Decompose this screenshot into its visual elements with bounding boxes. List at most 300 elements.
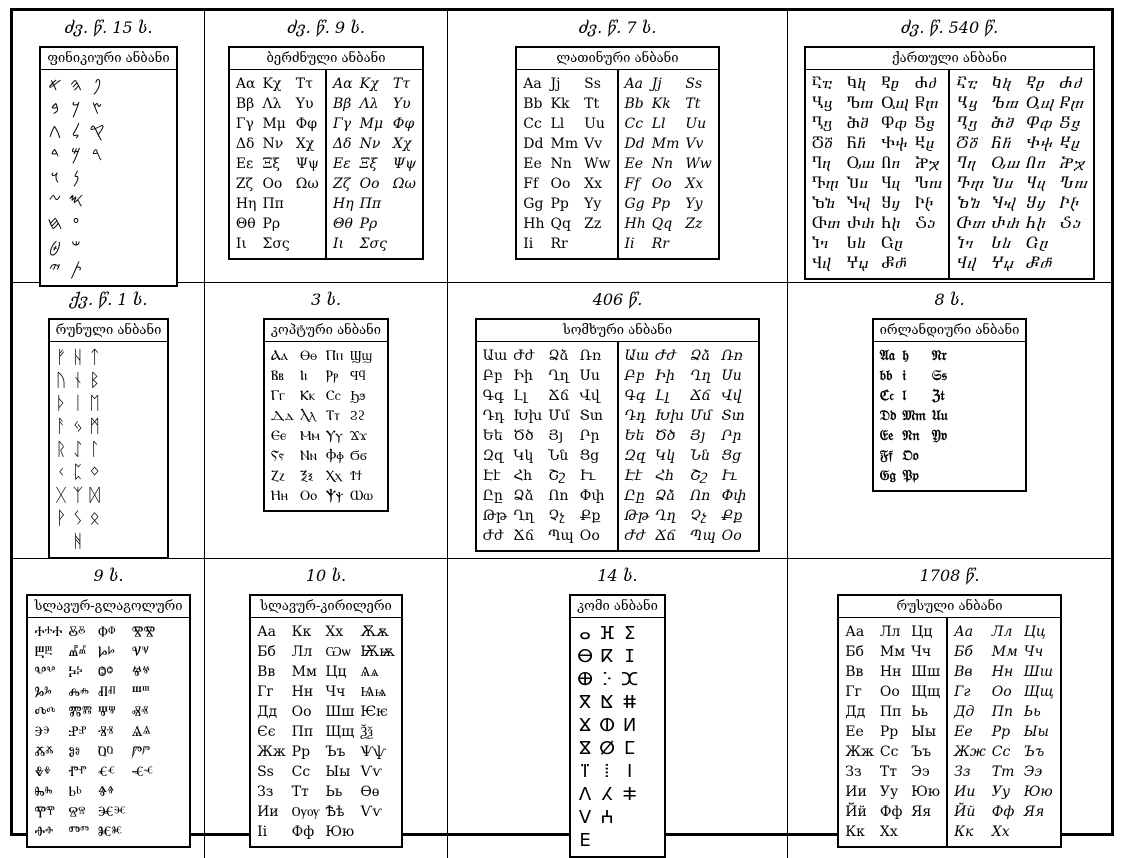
alphabet-cell: [788, 559, 1111, 858]
letter-glyph: Єє: [257, 724, 276, 740]
letter-glyph: Ππ: [359, 196, 382, 212]
letter-glyph: Kk: [651, 96, 671, 112]
letter-glyph: Ѣѣ: [325, 804, 345, 820]
letter-glyph: Жж: [954, 744, 986, 760]
letter-glyph: Ⲕⲕ: [300, 388, 316, 404]
letter-glyph: Րր: [579, 428, 600, 444]
letter-glyph: [56, 530, 67, 553]
alphabet-cell: [448, 283, 788, 559]
letter-glyph: Дд: [954, 704, 975, 720]
letter-glyph: Фф: [291, 824, 315, 840]
letter-glyph: Ⴋⴋ: [991, 116, 1014, 132]
letter-glyph: ⵌ: [622, 692, 637, 713]
letter-glyph: Δδ: [333, 136, 352, 152]
letter-glyph: Ⴢⴢ: [1059, 216, 1081, 232]
letter-glyph: Зз: [954, 764, 971, 780]
letter-glyph: Ξξ: [262, 156, 280, 172]
letter-glyph: Ⱄⱄ: [68, 804, 86, 820]
letter-glyph: Ⴃⴃ: [956, 136, 978, 152]
letter-glyph: Ⴆⴆ: [811, 196, 836, 212]
letter-glyph: ᚹ: [55, 508, 67, 529]
alphabet-chart: [10, 8, 1114, 851]
letter-glyph: ⵊ: [625, 646, 635, 667]
letter-glyph: ᚷ: [55, 485, 67, 506]
letter-glyph: Ⲅⲅ: [270, 388, 286, 404]
letter-glyph: Ոո: [690, 488, 711, 504]
letter-glyph: Վվ: [721, 388, 742, 404]
letter-glyph: Ⴘⴘ: [1025, 196, 1046, 212]
letter-glyph: 𝔄𝔞: [879, 348, 895, 364]
letter-glyph: Ⱐⱐ: [97, 724, 114, 740]
letter-glyph: Зз: [845, 764, 862, 780]
alphabet-box: [48, 318, 170, 559]
letter-glyph: Ղղ: [690, 368, 711, 384]
letter-glyph: 𐤕: [70, 259, 82, 280]
letter-glyph: Ϫϫ: [349, 428, 368, 444]
letter-glyph: ᛒ: [89, 370, 101, 391]
letter-glyph: Шш: [911, 664, 941, 680]
letter-glyph: ᛜ: [89, 462, 101, 483]
letter-glyph: Ⴞⴞ: [1059, 136, 1080, 152]
letter-glyph: Ⴝⴝ: [1059, 116, 1080, 132]
alphabet-cell: [448, 559, 788, 858]
letter-glyph: Ⴍⴍ: [846, 156, 876, 172]
letter-glyph: Քք: [721, 508, 743, 524]
letter-glyph: Ռռ: [579, 348, 602, 364]
letter-glyph: Ⴇⴇ: [956, 216, 986, 232]
italic-letter-grid: [325, 70, 422, 258]
alphabet-box: [39, 46, 177, 287]
letter-glyph: Ⴗⴗ: [881, 176, 901, 192]
letter-glyph: Ѭѭ: [360, 644, 395, 660]
letter-glyph: Мм: [991, 644, 1018, 660]
italic-letter-grid: [946, 618, 1060, 846]
letter-glyph: Ⴌⴌ: [991, 136, 1011, 152]
cell-date: ძვ. წ. 540 წ.: [900, 18, 999, 37]
letter-glyph: Εε: [333, 156, 351, 172]
letter-glyph: ⴰ: [579, 623, 591, 644]
letter-glyph: Ψψ: [295, 156, 319, 172]
letter-glyph: Ⴕⴕ: [1025, 136, 1053, 152]
letter-glyph: Ww: [685, 156, 712, 172]
letter-glyph: Ⱗⱗ: [97, 804, 126, 820]
letter-glyph: Gg: [624, 196, 645, 212]
letter-glyph: Οο: [359, 176, 380, 192]
letter-glyph: Ⰼⰼ: [68, 644, 87, 660]
letter-glyph: Дд: [257, 704, 278, 720]
letter-glyph: Κχ: [262, 76, 282, 92]
letter-glyph: ᛈ: [72, 462, 84, 483]
letter-glyph: [89, 530, 100, 553]
letter-glyph: Бб: [257, 644, 276, 660]
letter-glyph: ⰊⰊ: [131, 624, 156, 640]
letter-glyph: [915, 254, 942, 274]
letter-glyph: Ճճ: [513, 528, 535, 544]
letter-glyph: Ⲡⲡ: [325, 348, 344, 364]
letter-glyph: Уу: [991, 784, 1011, 800]
letter-glyph: Ѫѫ: [360, 624, 389, 640]
letter-glyph: 𐤋: [71, 121, 81, 142]
letter-glyph: Ժժ: [624, 528, 646, 544]
letter-glyph: Ⱈⱈ: [97, 644, 115, 660]
letter-glyph: 𝔥: [902, 348, 909, 364]
letter-glyph: Խխ: [655, 408, 685, 424]
alphabet-title: რუნული ანბანი: [50, 320, 168, 342]
letter-glyph: ⵏ: [626, 761, 633, 782]
letter-glyph: Жж: [257, 744, 286, 760]
letter-glyph: Եե: [482, 428, 503, 444]
letter-glyph: Հհ: [513, 468, 533, 484]
letter-glyph: ⵂ: [604, 761, 610, 782]
letter-glyph: Դդ: [624, 408, 646, 424]
letter-glyph: Лл: [991, 624, 1013, 640]
letter-glyph: Dd: [624, 136, 645, 152]
cell-date: 1708 წ.: [919, 566, 980, 585]
letter-glyph: [621, 829, 638, 852]
letter-glyph: Գգ: [482, 388, 504, 404]
letter-glyph: Ъъ: [325, 744, 346, 760]
letter-glyph: Ζζ: [235, 176, 254, 192]
letter-glyph: Ϩϩ: [349, 408, 366, 424]
letter-glyph: ⴸ: [578, 807, 592, 828]
letter-glyph: Яя: [911, 804, 932, 820]
letter-glyph: Ss: [685, 76, 703, 92]
letter-glyph: Гг: [845, 684, 862, 700]
italic-letter-grid: [948, 70, 1093, 278]
letter-glyph: ᚱ: [55, 439, 67, 460]
letter-glyph: Κχ: [359, 76, 379, 92]
letter-glyph: 𝔦: [902, 368, 906, 384]
letter-glyph: Ⴝⴝ: [914, 116, 935, 132]
letter-glyph: Мм: [291, 664, 317, 680]
letter-glyph: Ⴜⴜ: [914, 96, 939, 112]
letter-glyph: Ⴡⴡ: [914, 196, 934, 212]
letter-glyph: Уу: [879, 784, 899, 800]
letter-glyph: Ⱕⱕ: [131, 764, 154, 780]
letter-glyph: Λλ: [359, 96, 379, 112]
letter-glyph: [89, 189, 104, 212]
letter-glyph: Ѧѧ: [360, 664, 379, 680]
letter-glyph: Ww: [584, 156, 611, 172]
letter-glyph: Oo: [550, 176, 571, 192]
letter-glyph: ᚠ: [55, 347, 67, 368]
letter-glyph: Ⴁⴁ: [811, 96, 833, 112]
letter-glyph: Hh: [624, 216, 646, 232]
letter-glyph: Пп: [991, 704, 1013, 720]
letter-grid: [571, 618, 644, 856]
letter-glyph: Ⴂⴂ: [811, 116, 833, 132]
letter-glyph: Zz: [584, 216, 602, 232]
alphabet-cell: [448, 11, 788, 283]
letter-glyph: Ժժ: [513, 348, 535, 364]
letter-glyph: Mm: [550, 136, 579, 152]
letter-glyph: Кк: [845, 824, 865, 840]
letter-glyph: Մմ: [690, 408, 712, 424]
letter-glyph: Ѯѯ: [360, 724, 373, 740]
letter-glyph: ⴹ: [579, 830, 591, 851]
letter-glyph: Ⴀⴀ: [811, 76, 833, 92]
letter-glyph: Hh: [523, 216, 545, 232]
letter-glyph: Ѡѡ: [325, 644, 351, 660]
letter-glyph: Ⲃⲃ: [270, 368, 284, 384]
letter-glyph: Ⴏⴏ: [846, 196, 871, 212]
letter-glyph: 𐤀: [48, 75, 62, 96]
letter-glyph: Фф: [879, 804, 903, 820]
letter-glyph: Հհ: [655, 468, 675, 484]
letter-glyph: Рр: [879, 724, 899, 740]
letter-glyph: 𐤌: [71, 144, 81, 165]
letter-glyph: Ճճ: [548, 388, 570, 404]
letter-glyph: ᛟ: [89, 508, 101, 529]
letter-glyph: 𝔊𝔤: [879, 468, 896, 484]
letter-glyph: 𐤑: [91, 98, 103, 119]
letter-glyph: Cc: [624, 116, 644, 132]
cell-date: 406 წ.: [592, 290, 643, 309]
letter-glyph: Ⴆⴆ: [956, 196, 980, 212]
cell-date: ქვ. წ. 1 ს.: [69, 290, 148, 309]
letter-glyph: Ⲙⲙ: [300, 428, 320, 444]
letter-glyph: 𐤏: [72, 213, 80, 234]
letter-glyph: Ⴑⴑ: [846, 236, 866, 252]
letter-glyph: Ⴎⴎ: [846, 176, 869, 192]
letter-glyph: Ⲗⲗ: [300, 408, 316, 424]
letter-grid: [41, 70, 110, 285]
letter-glyph: ⴼ: [599, 623, 615, 644]
letter-glyph: ⴵ: [579, 738, 591, 759]
alphabet-box: [228, 46, 424, 260]
letter-glyph: Ⲉⲉ: [270, 428, 287, 444]
letter-glyph: Ⱁⱁ: [68, 744, 80, 760]
letter-glyph: Ⲟⲟ: [300, 488, 317, 504]
letter-glyph: [932, 446, 948, 466]
alphabet-title: კოპტური ანბანი: [265, 320, 387, 342]
letter-glyph: Μμ: [262, 116, 286, 132]
letter-glyph: Цц: [325, 664, 347, 680]
alphabet-title: ლათინური ანბანი: [517, 48, 717, 70]
letter-glyph: Аа: [257, 624, 277, 640]
letter-glyph: Аа: [845, 624, 865, 640]
letter-glyph: Ⴛⴛ: [914, 76, 937, 92]
letter-glyph: Ⴛⴛ: [1059, 76, 1082, 92]
letter-glyph: Ււ: [579, 468, 596, 484]
letter-glyph: Тт: [879, 764, 897, 780]
alphabet-title: ირლანდიური ანბანი: [874, 320, 1026, 342]
letter-glyph: Зз: [257, 784, 274, 800]
letter-glyph: Ղղ: [548, 368, 569, 384]
letter-glyph: Vv: [685, 136, 704, 152]
letter-glyph: Цц: [911, 624, 933, 640]
letter-glyph: 𐤁: [50, 98, 60, 119]
letter-glyph: ᛁ: [72, 393, 84, 414]
letter-glyph: [393, 194, 416, 214]
letter-glyph: Pp: [651, 196, 671, 212]
letter-glyph: Ии: [845, 784, 867, 800]
letter-glyph: [1060, 254, 1088, 274]
letter-glyph: Ll: [651, 116, 666, 132]
letter-glyph: Ղղ: [513, 508, 534, 524]
letter-glyph: Цц: [1023, 624, 1046, 640]
letter-glyph: Ⴔⴔ: [1025, 116, 1053, 132]
letter-glyph: Χχ: [295, 136, 315, 152]
letter-glyph: 𐤂: [48, 121, 62, 142]
letter-glyph: Bb: [523, 96, 543, 112]
letter-grid: [230, 70, 325, 258]
cell-date: ძვ. წ. 7 ს.: [578, 18, 657, 37]
letter-glyph: Гг: [257, 684, 274, 700]
letter-glyph: Օօ: [579, 528, 600, 544]
letter-glyph: [132, 802, 155, 822]
letter-glyph: 𝔐𝔪: [902, 408, 926, 424]
letter-glyph: 𐤍: [72, 167, 80, 188]
letter-glyph: Ⱚⱚ: [34, 824, 54, 840]
letter-glyph: 𐤊: [71, 98, 81, 119]
letter-glyph: Σσς: [262, 236, 290, 252]
letter-glyph: Ρρ: [262, 216, 281, 232]
letter-glyph: Լլ: [655, 388, 669, 404]
letter-glyph: Տտ: [579, 408, 603, 424]
letter-glyph: Χχ: [392, 136, 412, 152]
letter-glyph: Ωω: [392, 176, 416, 192]
letter-glyph: Ⴊⴊ: [846, 96, 874, 112]
letter-glyph: 𝔇𝔡: [879, 408, 897, 424]
letter-glyph: Ծծ: [513, 428, 534, 444]
letter-glyph: ᛇ: [72, 439, 84, 460]
letter-glyph: Քք: [579, 508, 601, 524]
letter-glyph: Ⱋⱋ: [97, 704, 116, 720]
letter-glyph: Ⲓⲓ: [300, 368, 308, 384]
letter-glyph: Нн: [991, 664, 1014, 680]
letter-glyph: Թթ: [482, 508, 508, 524]
letter-glyph: Ⴠⴠ: [1059, 176, 1088, 192]
letter-glyph: Ηη: [333, 196, 354, 212]
letter-glyph: 𝔖𝔰: [931, 368, 947, 384]
letter-glyph: Ωω: [295, 176, 319, 192]
letter-glyph: Ⲇⲇ: [270, 408, 295, 424]
letter-glyph: ᛗ: [89, 416, 101, 437]
letter-glyph: Jj: [550, 76, 561, 92]
letter-glyph: Ττ: [392, 76, 410, 92]
cell-date: 3 ს.: [310, 290, 342, 309]
letter-glyph: Μμ: [359, 116, 384, 132]
letter-glyph: Ⲑⲑ: [300, 348, 318, 364]
letter-glyph: ᚲ: [55, 462, 67, 483]
letter-glyph: 𐤎: [68, 190, 84, 211]
letter-glyph: Nn: [651, 156, 674, 172]
letter-glyph: Բբ: [482, 368, 503, 384]
letter-glyph: ᛖ: [89, 393, 101, 414]
letter-glyph: 𝔩: [902, 388, 906, 404]
letter-glyph: Ⴖⴖ: [881, 156, 901, 172]
letter-glyph: Ⴚⴚ: [881, 236, 904, 252]
letter-glyph: Ⴏⴏ: [991, 196, 1016, 212]
letter-glyph: Ζζ: [333, 176, 351, 192]
letter-glyph: Ճճ: [655, 528, 676, 544]
letter-glyph: Ⴃⴃ: [811, 136, 833, 152]
alphabet-box: [515, 46, 719, 260]
alphabet-cell: [13, 559, 205, 858]
letter-glyph: Ll: [550, 116, 565, 132]
letter-glyph: Ⰽⰽ: [68, 664, 83, 680]
letter-glyph: Дд: [845, 704, 866, 720]
letter-glyph: Ⰴⰴ: [34, 704, 56, 720]
letter-glyph: ⵁ: [599, 738, 616, 759]
letter-glyph: Чч: [1023, 644, 1044, 660]
letter-glyph: Ηη: [235, 196, 257, 212]
letter-glyph: Ⴤⴤ: [991, 256, 1014, 272]
letter-glyph: Чч: [911, 644, 932, 660]
letter-glyph: Ռռ: [721, 348, 743, 364]
alphabet-cell: [788, 283, 1111, 559]
letter-glyph: Օօ: [721, 528, 742, 544]
letter-glyph: Ѳѳ: [360, 784, 380, 800]
letter-glyph: Ⴓⴓ: [1025, 96, 1054, 112]
letter-glyph: Ըը: [624, 488, 645, 504]
letter-glyph: Пп: [291, 724, 314, 740]
letter-glyph: Ⰶⰶ: [34, 744, 54, 760]
letter-glyph: Ⲣⲣ: [325, 368, 339, 384]
letter-glyph: Ⲍⲍ: [270, 468, 285, 484]
letter-glyph: Ⱎⱎ: [131, 684, 150, 700]
letter-glyph: Ⴐⴐ: [991, 216, 1020, 232]
letter-glyph: Ⴠⴠ: [914, 176, 943, 192]
letter-glyph: Γγ: [235, 116, 254, 132]
letter-glyph: Ϧϧ: [349, 388, 366, 404]
letter-glyph: Ээ: [1023, 764, 1043, 780]
letter-glyph: [132, 822, 155, 842]
letter-glyph: ⴲ: [577, 669, 594, 690]
letter-glyph: 𐤉: [49, 259, 61, 280]
letter-glyph: Υυ: [295, 96, 314, 112]
letter-glyph: Թթ: [624, 508, 650, 524]
letter-glyph: Ии: [954, 784, 976, 800]
letter-glyph: Ⱅⱅ: [68, 824, 90, 840]
letter-glyph: Ⴙⴙ: [1025, 216, 1046, 232]
letter-glyph: Ⴣⴣ: [956, 256, 976, 272]
italic-letter-grid: [617, 70, 718, 258]
alphabet-title: რუსული ანბანი: [839, 596, 1059, 618]
letter-glyph: 𝔘𝔲: [931, 408, 948, 424]
letter-glyph: Aa: [624, 76, 643, 92]
letter-glyph: Лл: [879, 624, 901, 640]
letter-glyph: Uu: [584, 116, 605, 132]
letter-glyph: Θθ: [235, 216, 256, 232]
letter-glyph: Ⴐⴐ: [846, 216, 875, 232]
letter-glyph: Qq: [651, 216, 673, 232]
letter-glyph: Ѥѥ: [360, 704, 388, 720]
letter-glyph: Гг: [954, 684, 971, 700]
letter-glyph: Սս: [579, 368, 600, 384]
letter-glyph: Ii: [624, 236, 635, 252]
letter-glyph: ⵎ: [624, 738, 636, 759]
letter-glyph: Ⱓⱓ: [131, 744, 151, 760]
alphabet-box: [26, 594, 190, 848]
alphabet-title: ბერძნული ანბანი: [230, 48, 422, 70]
italic-letter-grid: [617, 342, 759, 550]
letter-glyph: Ьь: [325, 784, 343, 800]
letter-glyph: Իի: [655, 368, 675, 384]
letter-glyph: Ⴅⴅ: [811, 176, 839, 192]
letter-glyph: Ⴗⴗ: [1025, 176, 1046, 192]
letter-glyph: [89, 166, 104, 189]
letter-glyph: Րր: [721, 428, 742, 444]
letter-glyph: Ⱘⱘ: [97, 824, 123, 840]
letter-glyph: Ⱉⱉ: [97, 664, 114, 680]
letter-glyph: Шш: [1023, 664, 1053, 680]
letter-glyph: Лл: [291, 644, 313, 660]
letter-glyph: Ⰻⰻ: [68, 624, 86, 640]
letter-glyph: ℨ𝔱: [931, 388, 945, 404]
letter-glyph: Լլ: [513, 388, 528, 404]
